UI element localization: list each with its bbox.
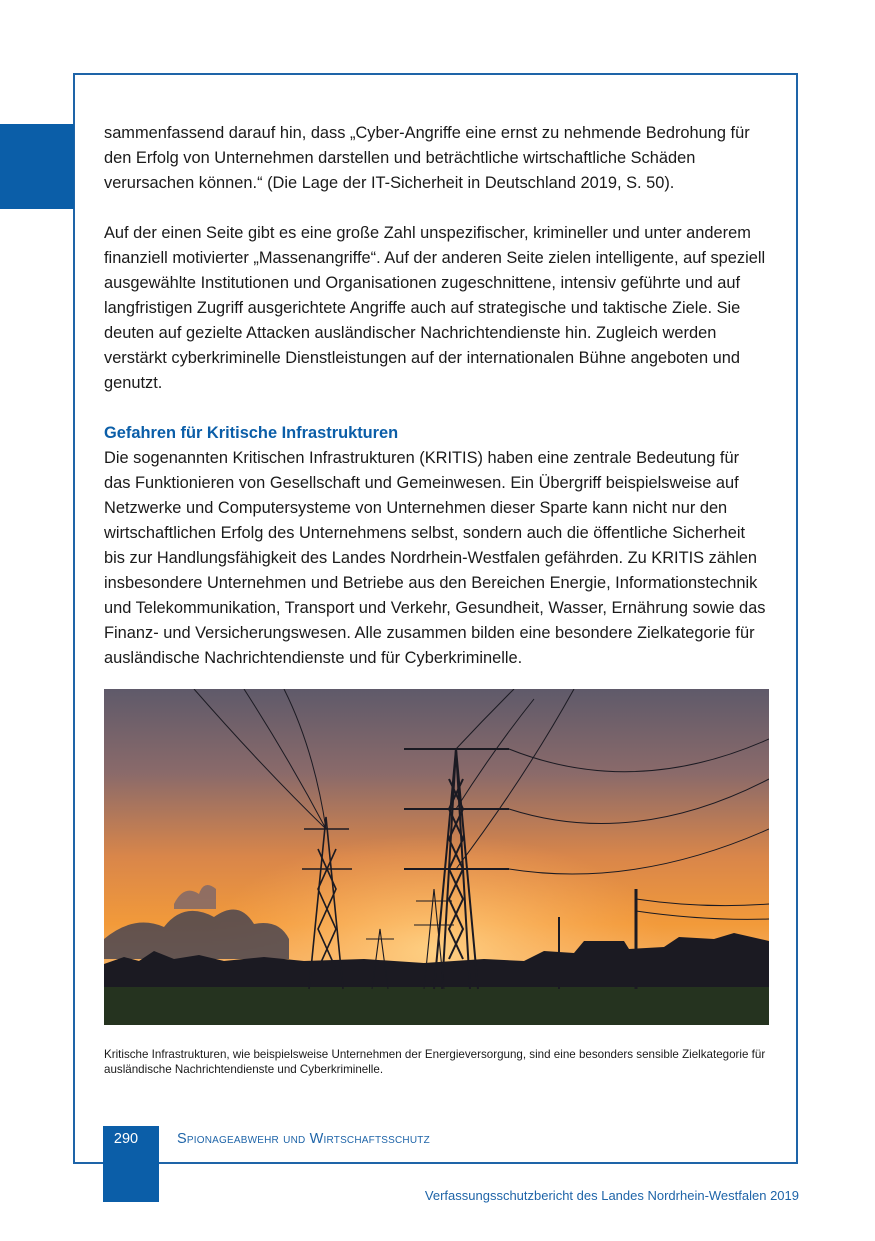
power-lines-sunset-photo <box>104 689 769 1025</box>
figure-caption: Kritische Infrastrukturen, wie beispielsweise Unternehmen der Energieversorgung, sind eine besonders sensible Zielkategorie für ausländische Nachrichtendienste und Cyberkriminelle. <box>104 1048 766 1076</box>
page-number-box <box>103 1126 159 1202</box>
section-heading: Gefahren für Kritische Infrastrukturen <box>104 424 399 442</box>
publication-footer: Verfassungsschutzbericht des Landes Nordrhein-Westfalen 2019 <box>424 1188 799 1203</box>
main-content <box>104 121 769 671</box>
paragraph-attacks: Auf der einen Seite gibt es eine große Zahl unspezifischer, krimineller und unter anderem finanziell motivierter „Massenangriffe“. Auf der anderen Seite zielen intelligente, auf speziell ausgewählte Institutionen und Organisationen zugeschnittene, intensiv geführte und auf langfristigen Zugriff ausgerichtete Angriffe auch auf strategische und taktische Ziele. Sie deuten auf gezielte Attacken ausländischer Nachrichtendienste hin. Zugleich werden verstärkt cyberkriminelle Dienstleistungen auf der internationalen Bühne angeboten und genutzt. <box>104 224 766 392</box>
side-tab-marker <box>0 124 74 209</box>
paragraph-kritis: Die sogenannten Kritischen Infrastrukturen (KRITIS) haben eine zentrale Bedeutung für das Funktionieren von Gesellschaft und Gemeinwesen. Ein Übergriff beispielsweise auf Netzwerke und Computersysteme von Unternehmen dieser Sparte kann nicht nur den wirtschaftlichen Erfolg des Unternehmens selbst, sondern auch die öffentliche Sicherheit bis zur Handlungsfähigkeit des Landes Nordrhein-Westfalen gefährden. Zu KRITIS zählen insbesondere Unternehmen und Betriebe aus den Bereichen Energie, Informationstechnik und Telekommunikation, Transport und Verkehr, Gesundheit, Wasser, Ernährung sowie das Finanz- und Versicherungswesen. Alle zusammen bilden eine besondere Zielkategorie für ausländische Nachrichtendienste und für Cyberkriminelle. <box>104 449 766 667</box>
page-number: 290 <box>113 1131 139 1147</box>
paragraph-intro: sammenfassend darauf hin, dass „Cyber-Angriffe eine ernst zu nehmende Bedrohung für den Erfolg von Unternehmen darstellen und beträchtliche wirtschaftliche Schäden verursachen können.“ (Die Lage der IT-Sicherheit in Deutschland 2019, S. 50). <box>104 124 750 192</box>
running-section-title: Spionageabwehr und Wirtschaftsschutz <box>177 1131 430 1147</box>
